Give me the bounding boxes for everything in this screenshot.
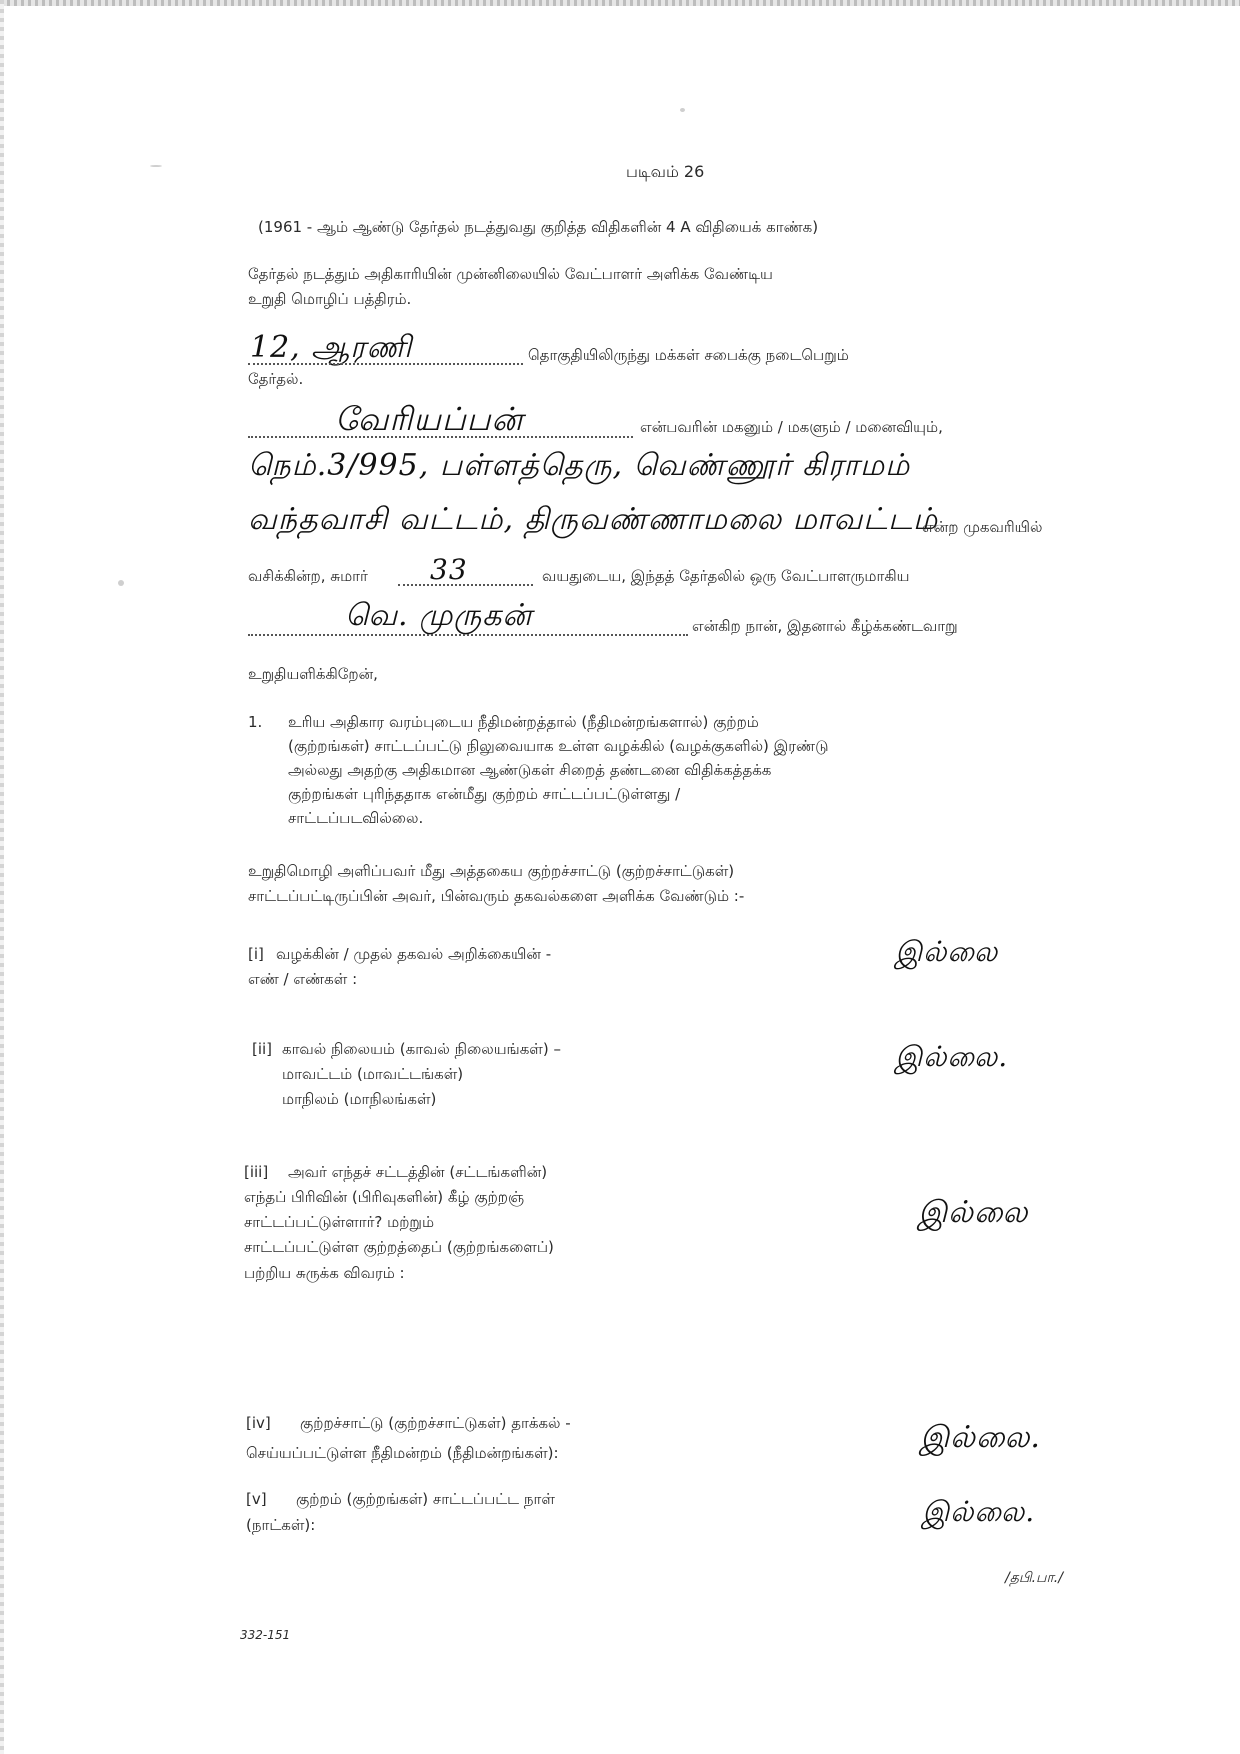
- rule-reference: (1961 - ஆம் ஆண்டு தேர்தல் நடத்துவது குறித்த விதிகளின் 4 A விதியைக் காண்க): [258, 218, 819, 236]
- continuation-mark: /தபி.பா./: [1005, 1570, 1063, 1586]
- item-line: மாநிலம் (மாநிலங்கள்): [282, 1090, 437, 1108]
- item-line: எந்தப் பிரிவின் (பிரிவுகளின்) கீழ் குற்றஞ்: [244, 1188, 525, 1206]
- age-prefix: வசிக்கின்ற, சுமார்: [248, 567, 368, 585]
- item-line: சாட்டப்பட்டுள்ள குற்றத்தைப் (குற்றங்களைப்): [244, 1238, 554, 1256]
- candidate-dotted-line: [248, 634, 688, 636]
- item-answer: இல்லை: [895, 935, 999, 968]
- item-answer: இல்லை.: [895, 1040, 1009, 1073]
- instruction-line1: உறுதிமொழி அளிப்பவர் மீது அத்தகைய குற்றச்சாட்டு (குற்றச்சாட்டுகள்): [248, 862, 735, 880]
- item-line: அவர் எந்தச் சட்டத்தின் (சட்டங்களின்): [288, 1163, 548, 1181]
- parent-dotted-line: [248, 436, 633, 438]
- age-suffix: வயதுடைய, இந்தத் தேர்தலில் ஒரு வேட்பாளருமாகிய: [542, 567, 910, 585]
- affidavit-heading-line2: உறுதி மொழிப் பத்திரம்.: [248, 290, 412, 308]
- clause1-line: உரிய அதிகார வரம்புடைய நீதிமன்றத்தால் (நீதிமன்றங்களால்) குற்றம்: [288, 713, 759, 731]
- item-label: [i]: [248, 945, 264, 963]
- item-label: [v]: [246, 1490, 267, 1508]
- address-printed: என்ற முகவரியில்: [922, 518, 1043, 536]
- constituency-dotted-line: [248, 363, 523, 365]
- clause1-line: சாட்டப்படவில்லை.: [288, 809, 424, 827]
- constituency-handwritten: 12, ஆரணி: [250, 330, 413, 365]
- parent-printed: என்பவரின் மகனும் / மகளும் / மனைவியும்,: [640, 418, 943, 436]
- item-line: குற்றச்சாட்டு (குற்றச்சாட்டுகள்) தாக்கல் -: [300, 1414, 571, 1432]
- candidate-handwritten: வெ. முருகன்: [345, 598, 533, 633]
- item-line: பற்றிய சுருக்க விவரம் :: [244, 1264, 405, 1282]
- affidavit-heading-line1: தேர்தல் நடத்தும் அதிகாரியின் முன்னிலையில் வேட்பாளர் அளிக்க வேண்டிய: [248, 265, 773, 283]
- item-line: எண் / எண்கள் :: [248, 970, 358, 988]
- age-handwritten: 33: [430, 553, 468, 586]
- scan-speck: [118, 580, 124, 586]
- item-line: மாவட்டம் (மாவட்டங்கள்): [282, 1065, 464, 1083]
- candidate-printed: என்கிற நான், இதனால் கீழ்க்கண்டவாறு: [692, 617, 958, 635]
- address-line1: நெம்.3/995, பள்ளத்தெரு, வெண்ணூர் கிராமம்: [248, 448, 911, 483]
- clause1-line: அல்லது அதற்கு அதிகமான ஆண்டுகள் சிறைத் தண்டனை விதிக்கத்தக்க: [288, 761, 772, 779]
- item-answer: இல்லை: [918, 1195, 1029, 1230]
- item-label: [ii]: [252, 1040, 273, 1058]
- instruction-line2: சாட்டப்பட்டிருப்பின் அவர், பின்வரும் தகவல்களை அளிக்க வேண்டும் :-: [248, 887, 745, 905]
- item-line: வழக்கின் / முதல் தகவல் அறிக்கையின் -: [276, 945, 552, 963]
- age-dotted-line: [398, 584, 533, 586]
- item-line: சாட்டப்பட்டுள்ளார்? மற்றும்: [244, 1213, 435, 1231]
- form-title: படிவம் 26: [626, 162, 705, 181]
- constituency-printed: தொகுதியிலிருந்து மக்கள் சபைக்கு நடைபெறும்: [528, 346, 849, 364]
- item-answer: இல்லை.: [922, 1495, 1036, 1528]
- address-line2: வந்தவாசி வட்டம், திருவண்ணாமலை மாவட்டம்: [248, 502, 939, 537]
- scan-top-edge: [0, 0, 1240, 6]
- scan-left-edge: [0, 0, 4, 1754]
- scan-speck: [150, 165, 162, 167]
- parent-name-handwritten: வேரியப்பன்: [335, 400, 524, 438]
- item-line: காவல் நிலையம் (காவல் நிலையங்கள்) –: [282, 1040, 561, 1058]
- clause1-number: 1.: [248, 713, 263, 731]
- item-label: [iv]: [246, 1414, 271, 1432]
- constituency-printed-b: தேர்தல்.: [248, 370, 304, 388]
- item-line: செய்யப்பட்டுள்ள நீதிமன்றம் (நீதிமன்றங்கள்):: [246, 1444, 559, 1462]
- scan-speck: [680, 108, 685, 112]
- item-answer: இல்லை.: [920, 1420, 1041, 1455]
- item-line: குற்றம் (குற்றங்கள்) சாட்டப்பட்ட நாள்: [296, 1490, 555, 1508]
- clause1-line: (குற்றங்கள்) சாட்டப்பட்டு நிலுவையாக உள்ள வழக்கில் (வழக்குகளில்) இரண்டு: [288, 737, 829, 755]
- item-label: [iii]: [244, 1163, 269, 1181]
- affirm-text: உறுதியளிக்கிறேன்,: [248, 665, 378, 683]
- clause1-line: குற்றங்கள் புரிந்ததாக என்மீது குற்றம் சாட்டப்பட்டுள்ளது /: [288, 785, 681, 803]
- footer-code: 332-151: [240, 1628, 291, 1642]
- item-line: (நாட்கள்):: [246, 1516, 316, 1534]
